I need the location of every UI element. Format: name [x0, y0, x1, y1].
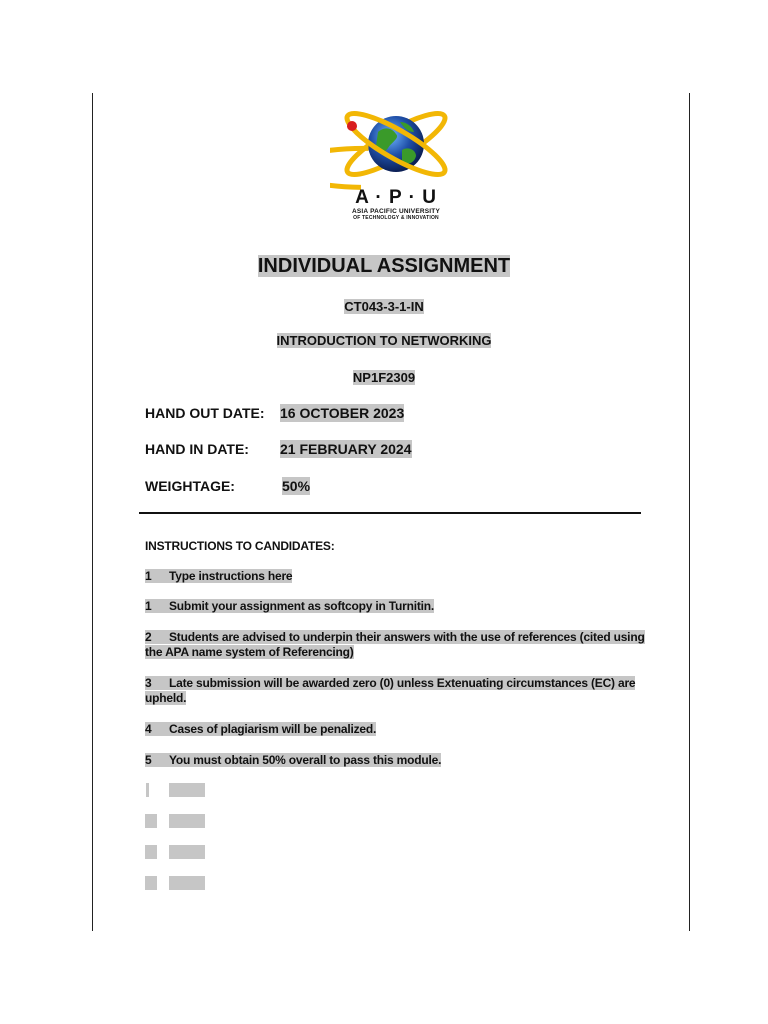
logo-letters: A · P · U [355, 187, 437, 208]
weightage-value: 50% [282, 478, 311, 494]
hand-in-date-label: HAND IN DATE: [145, 441, 249, 457]
page-border-right [689, 93, 690, 931]
module-name: INTRODUCTION TO NETWORKING [276, 333, 492, 348]
placeholder-text-box [169, 814, 205, 828]
intake-code: NP1F2309 [352, 370, 416, 385]
weightage-row [145, 477, 311, 495]
instruction-item: 4 Cases of plagiarism will be penalized. [145, 722, 377, 736]
hand-out-date-value: 16 OCTOBER 2023 [280, 405, 405, 421]
placeholder-text-box [169, 783, 205, 797]
hand-in-date-value: 21 FEBRUARY 2024 [280, 441, 412, 457]
hand-in-date-row [145, 440, 412, 458]
section-divider [139, 512, 641, 514]
instruction-item: 1 Type instructions here [145, 569, 293, 583]
hand-out-date-row [145, 404, 405, 422]
logo-university-subtitle: OF TECHNOLOGY & INNOVATION [353, 215, 439, 221]
instructions-heading: INSTRUCTIONS TO CANDIDATES: [145, 539, 335, 553]
module-code: CT043-3-1-IN [344, 299, 424, 314]
placeholder-number-box [146, 783, 149, 797]
placeholder-text-box [169, 845, 205, 859]
placeholder-number-box [145, 876, 157, 890]
instruction-item: 5 You must obtain 50% overall to pass this module. [145, 753, 442, 767]
hand-out-date-label: HAND OUT DATE: [145, 405, 265, 421]
globe-orbit-icon [330, 98, 462, 190]
apu-logo [330, 98, 462, 228]
instruction-item: 2 Students are advised to underpin their answers with the use of references (cited using the APA name system of Referencing) [145, 630, 645, 659]
document-title: INDIVIDUAL ASSIGNMENT [257, 255, 511, 277]
placeholder-number-box [145, 845, 157, 859]
instruction-item: 3 Late submission will be awarded zero (0) unless Extenuating circumstances (EC) are upheld. [145, 676, 636, 705]
page-border-left [92, 93, 93, 931]
placeholder-text-box [169, 876, 205, 890]
logo-university-name: ASIA PACIFIC UNIVERSITY [351, 208, 441, 215]
weightage-label: WEIGHTAGE: [145, 478, 235, 494]
placeholder-number-box [145, 814, 157, 828]
instruction-item: 1 Submit your assignment as softcopy in Turnitin. [145, 599, 435, 613]
